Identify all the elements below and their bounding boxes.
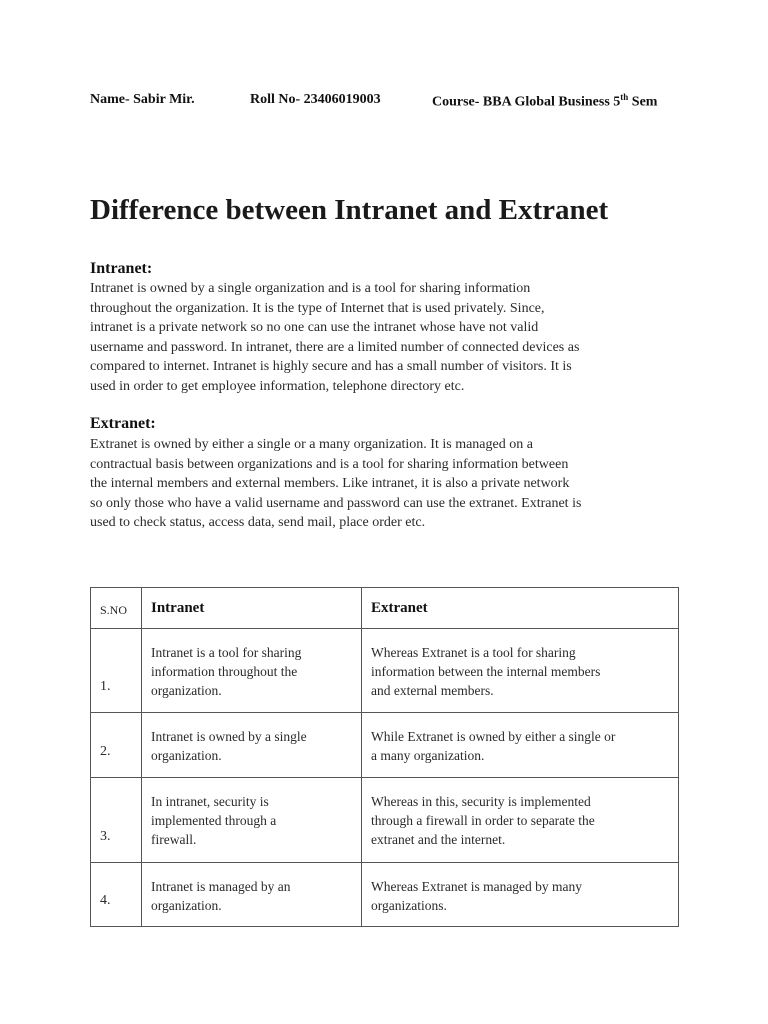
cell-line: information throughout the xyxy=(151,664,298,679)
course-info xyxy=(432,92,657,111)
cell-line: firewall. xyxy=(151,832,197,847)
extranet-cell xyxy=(362,629,679,713)
intranet-line: intranet is a private network so no one can use the intranet whose have not valid xyxy=(90,320,539,335)
extranet-line: Extranet is owned by either a single or a many organization. It is managed on a xyxy=(90,437,533,452)
extranet-line: contractual basis between organizations and is a tool for sharing information between xyxy=(90,456,569,472)
cell-line: Intranet is a tool for sharing xyxy=(151,645,302,660)
intranet-line: throughout the organization. It is the type of Internet that is used privately. Since, xyxy=(90,300,545,316)
intranet-cell xyxy=(142,863,362,927)
course-superscript: th xyxy=(620,92,629,102)
course-text: Course- BBA Global Business 5 xyxy=(432,94,621,110)
cell-line: Whereas Extranet is managed by many xyxy=(371,879,583,894)
row-number: 1. xyxy=(91,629,142,713)
cell-line: information between the internal members xyxy=(371,664,601,679)
table-row xyxy=(91,863,679,927)
cell-line: organizations. xyxy=(371,898,447,913)
extranet-paragraph xyxy=(90,435,690,533)
extranet-heading: Extranet: xyxy=(90,415,156,432)
cell-line: Whereas in this, security is implemented xyxy=(371,794,591,809)
intranet-cell xyxy=(142,713,362,778)
intranet-cell xyxy=(142,778,362,863)
extranet-line: used to check status, access data, send mail, place order etc. xyxy=(90,515,426,530)
cell-line: Intranet is managed by an xyxy=(151,879,291,894)
row-number: 2. xyxy=(91,713,142,778)
extranet-line: the internal members and external members. Like intranet, it is also a private network xyxy=(90,476,570,491)
intranet-line: Intranet is owned by a single organization and is a tool for sharing information xyxy=(90,281,531,296)
row-number: 3. xyxy=(91,778,142,863)
comparison-table xyxy=(90,587,679,927)
roll-number: Roll No- 23406019003 xyxy=(250,92,381,107)
cell-line: In intranet, security is xyxy=(151,794,269,809)
cell-line: implemented through a xyxy=(151,813,277,828)
intranet-cell xyxy=(142,629,362,713)
cell-line: through a firewall in order to separate the xyxy=(371,813,595,828)
header-extranet: Extranet xyxy=(362,588,679,629)
cell-line: Intranet is owned by a single xyxy=(151,729,307,744)
cell-line: organization. xyxy=(151,748,222,763)
cell-line: and external members. xyxy=(371,683,494,698)
intranet-line: used in order to get employee information, telephone directory etc. xyxy=(90,378,465,394)
intranet-line: username and password. In intranet, there are a limited number of connected devices as xyxy=(90,339,580,355)
course-tail: Sem xyxy=(628,94,658,110)
cell-line: a many organization. xyxy=(371,748,485,763)
extranet-cell xyxy=(362,713,679,778)
table-row xyxy=(91,778,679,863)
intranet-paragraph xyxy=(90,279,690,396)
extranet-line: so only those who have a valid username and password can use the extranet. Extranet is xyxy=(90,495,582,511)
extranet-cell xyxy=(362,778,679,863)
cell-line: organization. xyxy=(151,683,222,698)
student-name: Name- Sabir Mir. xyxy=(90,92,195,107)
cell-line: While Extranet is owned by either a single or xyxy=(371,729,616,744)
header-intranet: Intranet xyxy=(142,588,362,629)
intranet-line: compared to internet. Intranet is highly secure and has a small number of visitors. It is xyxy=(90,359,572,374)
table-header-row xyxy=(91,588,679,629)
header-sno: S.NO xyxy=(91,588,142,629)
cell-line: Whereas Extranet is a tool for sharing xyxy=(371,645,576,660)
extranet-cell xyxy=(362,863,679,927)
table-row xyxy=(91,713,679,778)
table-row xyxy=(91,629,679,713)
intranet-heading: Intranet: xyxy=(90,260,153,277)
row-number: 4. xyxy=(91,863,142,927)
cell-line: extranet and the internet. xyxy=(371,832,506,847)
cell-line: organization. xyxy=(151,898,222,913)
document-title: Difference between Intranet and Extranet xyxy=(90,194,609,226)
